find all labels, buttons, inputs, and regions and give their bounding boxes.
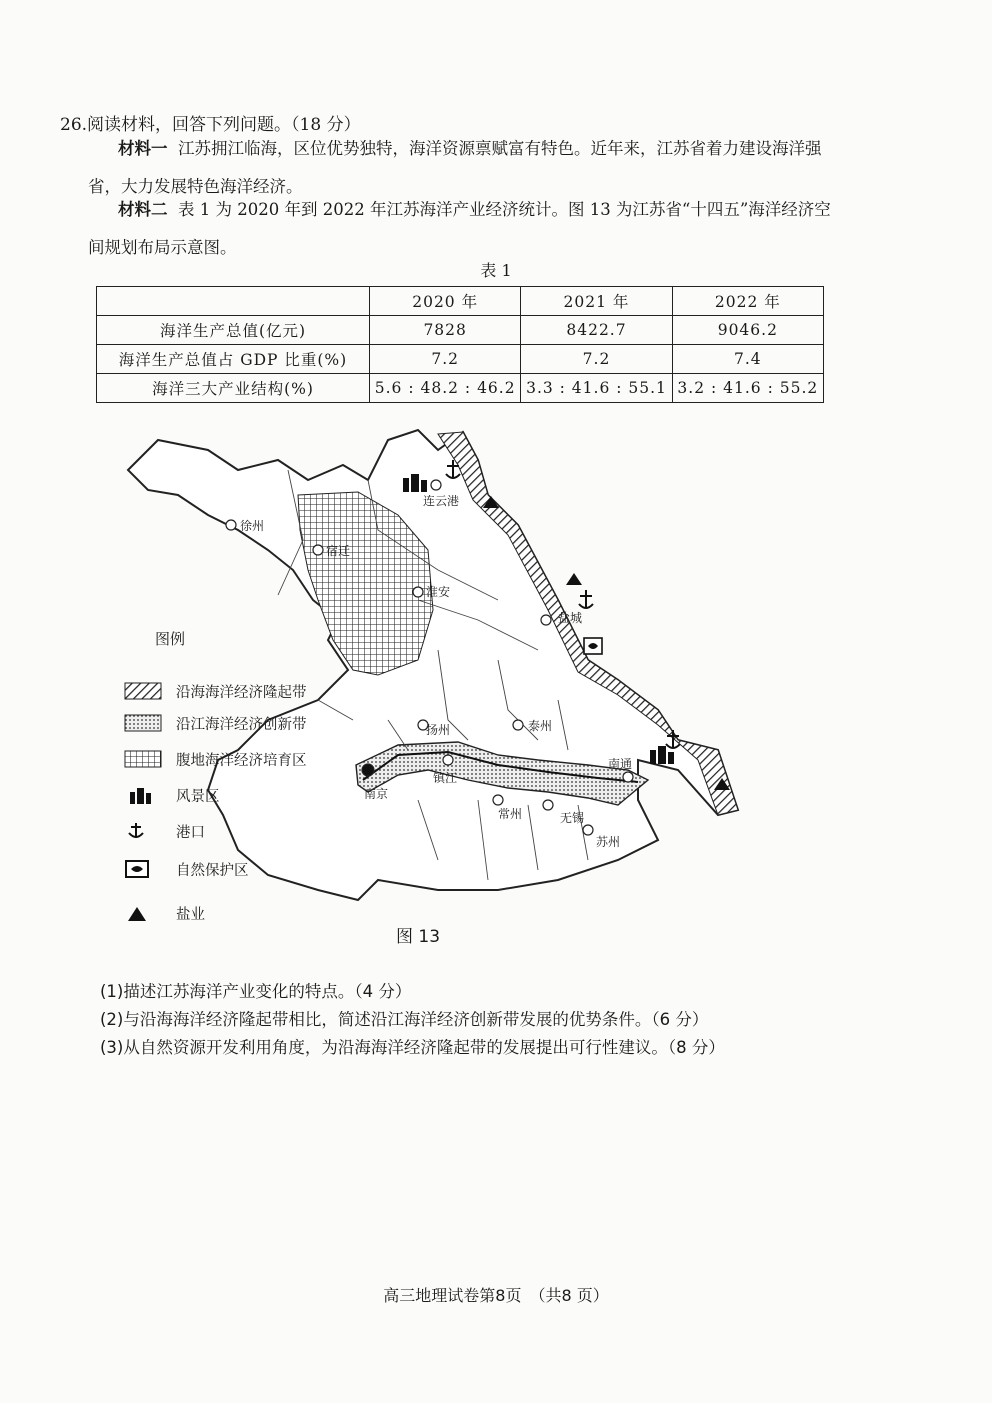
material-two-text: 表 1 为 2020 年到 2022 年江苏海洋产业经济统计。图 13 为江苏省“十四五”海洋经济空间规划布局示意图。 [88,200,831,257]
jiangsu-map [118,420,748,920]
legend-label: 港口 [176,824,205,841]
salt-icon [124,904,162,922]
sub-question-2: (2)与沿海海洋经济隆起带相比，简述沿江海洋经济创新带发展的优势条件。（6 分） [100,1010,709,1029]
table-cell: 海洋生产总值(亿元) [97,316,370,345]
legend-label: 沿江海洋经济创新带 [176,716,307,733]
table-cell: 7.2 [370,345,521,374]
table-header-cell: 2022 年 [672,287,823,316]
table-cell: 海洋三大产业结构(%) [97,374,370,403]
table-row [97,316,824,345]
city-label-changzhou: 常州 [498,807,523,821]
dotted-pattern-icon [124,714,162,732]
table-cell: 7.4 [672,345,823,374]
table-caption: 表 1 [480,261,512,280]
material-two-label: 材料二 [118,200,168,219]
legend-hinterland-zone [124,746,307,772]
figure-caption: 图 13 [396,927,441,947]
table-header-row [97,287,824,316]
city-label-zhenjiang: 镇江 [433,771,458,785]
material-one-text: 江苏拥江临海，区位优势独特，海洋资源禀赋富有特色。近年来，江苏省着力建设海洋强省，大力发展特色海洋经济。 [88,139,822,196]
legend-label: 自然保护区 [176,862,249,879]
city-label-yangzhou: 扬州 [426,723,451,737]
table-cell: 5.6 : 48.2 : 46.2 [370,374,521,403]
legend-coastal-belt [124,678,307,704]
material-two [88,191,838,267]
legend-label: 风景区 [176,788,220,805]
legend-salt [124,900,205,926]
nature-reserve-icon [124,860,162,878]
city-label-lianyungang: 连云港 [423,494,460,508]
table-header-cell: 2021 年 [521,287,672,316]
city-label-nanjing: 南京 [364,787,389,801]
table-header-cell [97,287,370,316]
legend-label: 腹地海洋经济培育区 [176,752,307,769]
city-label-suqian: 宿迁 [326,544,351,558]
legend-river-belt [124,710,307,736]
legend-scenic [124,782,220,808]
table-cell: 8422.7 [521,316,672,345]
table-cell: 9046.2 [672,316,823,345]
sub-question-3: (3)从自然资源开发利用角度，为沿海海洋经济隆起带的发展提出可行性建议。（8 分） [100,1038,725,1057]
table-cell: 3.2 : 41.6 : 55.2 [672,374,823,403]
page-footer: 高三地理试卷第8页 （共8 页） [383,1286,609,1305]
table-row [97,374,824,403]
table-cell: 3.3 : 41.6 : 55.1 [521,374,672,403]
statistics-table [96,286,824,403]
question-title: 26.阅读材料，回答下列问题。（18 分） [60,115,361,135]
table-cell: 7828 [370,316,521,345]
city-label-xuzhou: 徐州 [240,519,265,533]
legend-port [124,818,205,844]
grid-pattern-icon [124,750,162,768]
legend-title: 图例 [155,630,186,648]
table-header-cell: 2020 年 [370,287,521,316]
table-cell: 7.2 [521,345,672,374]
city-label-suzhou: 苏州 [596,835,621,849]
legend-label: 盐业 [176,906,205,923]
legend-label: 沿海海洋经济隆起带 [176,684,307,701]
anchor-icon [124,822,162,840]
diagonal-hatch-icon [124,682,162,700]
city-label-nantong: 南通 [608,757,633,771]
map-nature-reserve-icon [584,638,602,654]
city-label-taizhou: 泰州 [528,719,553,733]
sub-question-1: (1)描述江苏海洋产业变化的特点。（4 分） [100,982,412,1001]
city-label-yancheng: 盐城 [558,611,583,625]
scenic-icon [124,786,162,804]
table-row [97,345,824,374]
legend-nature-reserve [124,856,249,882]
table-cell: 海洋生产总值占 GDP 比重(%) [97,345,370,374]
city-label-huaian: 淮安 [426,585,451,599]
material-one-label: 材料一 [118,139,168,158]
city-label-wuxi: 无锡 [560,811,585,825]
